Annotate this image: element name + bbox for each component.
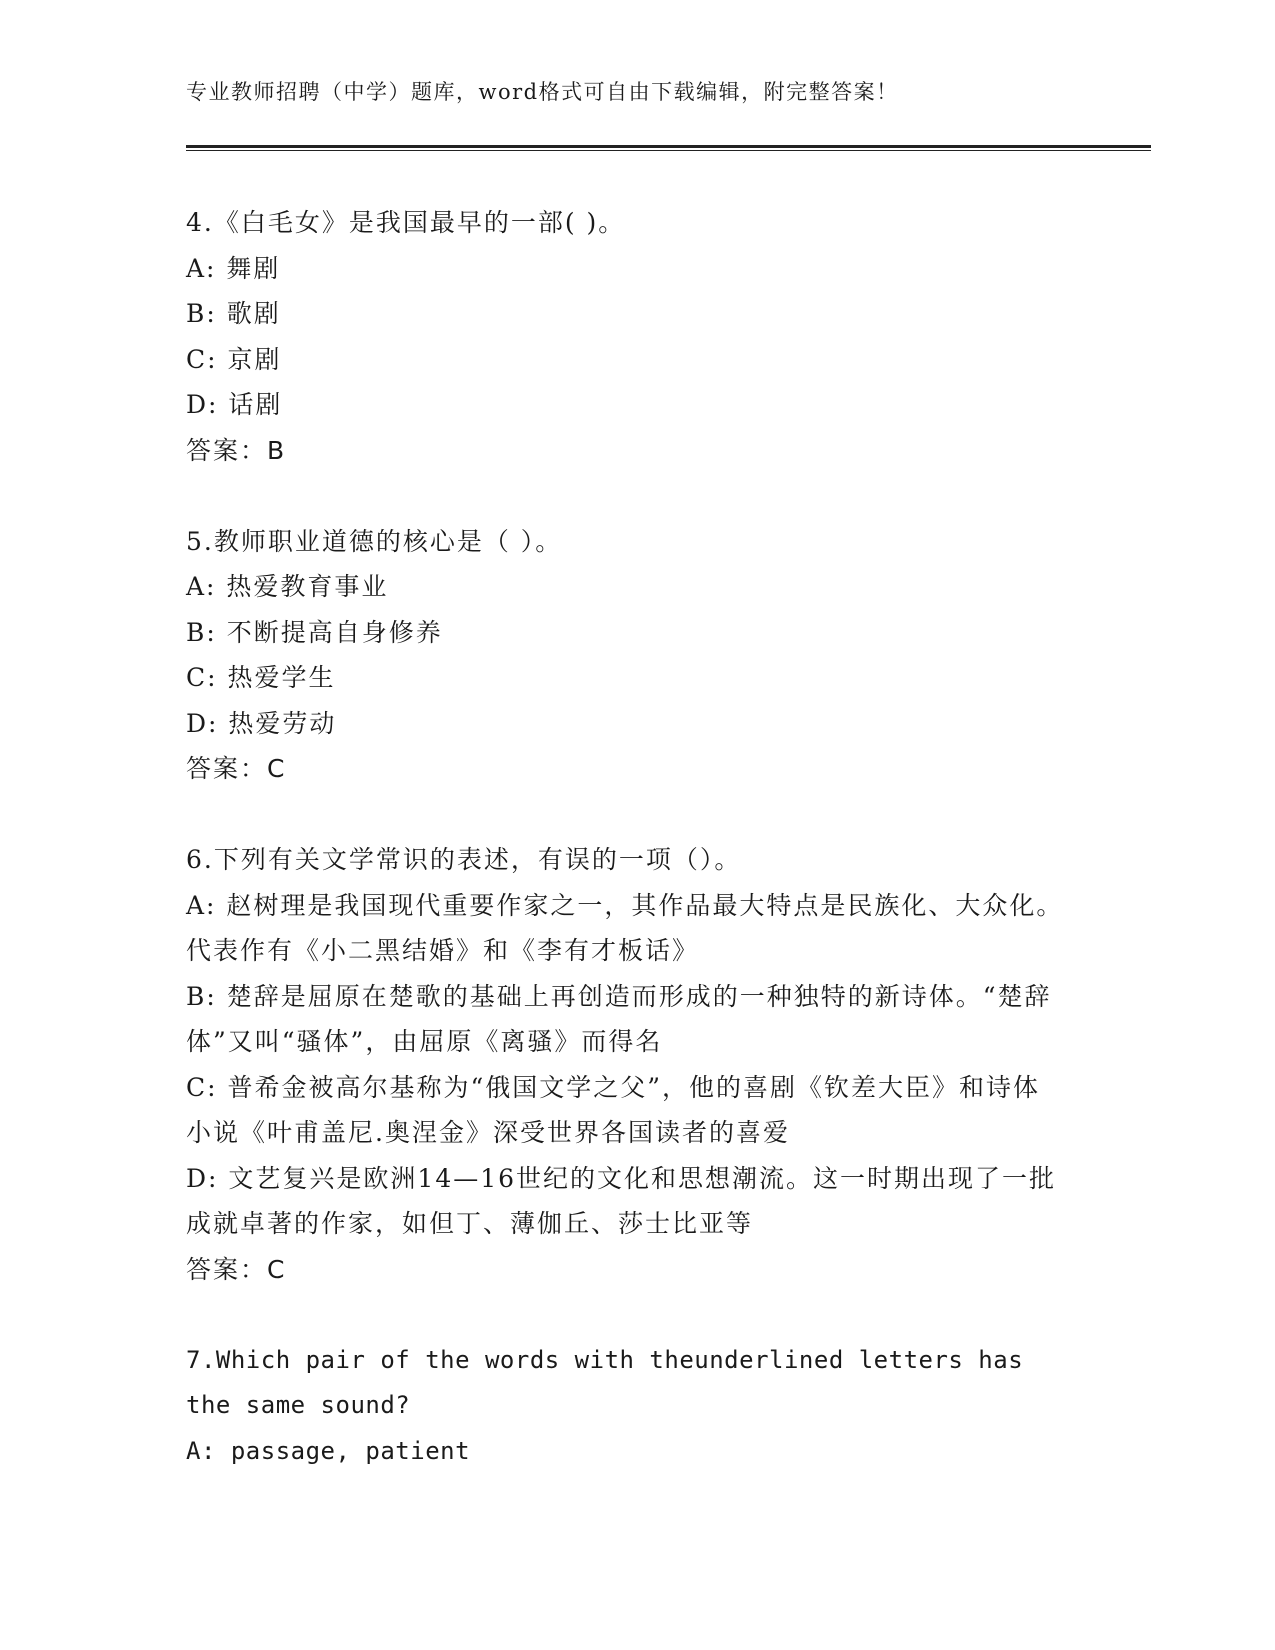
- spacer: [186, 473, 1066, 519]
- option-a: A: 热爱教育事业: [186, 572, 389, 601]
- question-stem: 6.下列有关文学常识的表述，有误的一项（）。: [186, 845, 742, 874]
- question-6: [186, 837, 1066, 1292]
- question-4: [186, 200, 1066, 473]
- option-c: C: 热爱学生: [186, 663, 336, 692]
- option-c: C: 京剧: [186, 344, 282, 374]
- page-header: 专业教师招聘（中学）题库，word格式可自由下载编辑，附完整答案！: [186, 80, 899, 104]
- option-b: B: 歌剧: [186, 299, 281, 328]
- option-d: D: 话剧: [186, 390, 283, 419]
- question-5: [186, 519, 1066, 792]
- option-a: A: 舞剧: [186, 253, 281, 283]
- spacer: [186, 792, 1066, 838]
- question-stem: 7.Which pair of the words with theunderlined letters has the same sound?: [186, 1345, 1024, 1419]
- option-a: A: 赵树理是我国现代重要作家之一，其作品最大特点是民族化、大众化。代表作有《小二黑结婚》和《李有才板话》: [186, 890, 1064, 965]
- answer: 答案：C: [186, 1254, 287, 1284]
- header-rule-thin: [186, 150, 1151, 151]
- spacer: [186, 1292, 1066, 1338]
- option-a: A: passage, patient: [186, 1436, 471, 1465]
- option-d: D: 文艺复兴是欧洲14—16世纪的文化和思想潮流。这一时期出现了一批成就卓著的作家，如但丁、薄伽丘、莎士比亚等: [186, 1163, 1057, 1238]
- answer: 答案：B: [186, 435, 287, 465]
- option-b: B: 楚辞是屈原在楚歌的基础上再创造而形成的一种独特的新诗体。“楚辞体”又叫“骚体”，由屈原《离骚》而得名: [186, 981, 1052, 1056]
- question-7: [186, 1338, 1066, 1475]
- option-b: B: 不断提高自身修养: [186, 617, 443, 647]
- question-stem: 4.《白毛女》是我国最早的一部( )。: [186, 208, 626, 237]
- header-rule: [186, 145, 1151, 148]
- option-d: D: 热爱劳动: [186, 708, 337, 738]
- answer: 答案：C: [186, 754, 287, 783]
- option-c: C: 普希金被高尔基称为“俄国文学之父”，他的喜剧《钦差大臣》和诗体小说《叶甫盖尼.奥涅金》深受世界各国读者的喜爱: [186, 1072, 1041, 1147]
- question-list: [186, 200, 1066, 1474]
- question-stem: 5.教师职业道德的核心是（ ）。: [186, 526, 563, 556]
